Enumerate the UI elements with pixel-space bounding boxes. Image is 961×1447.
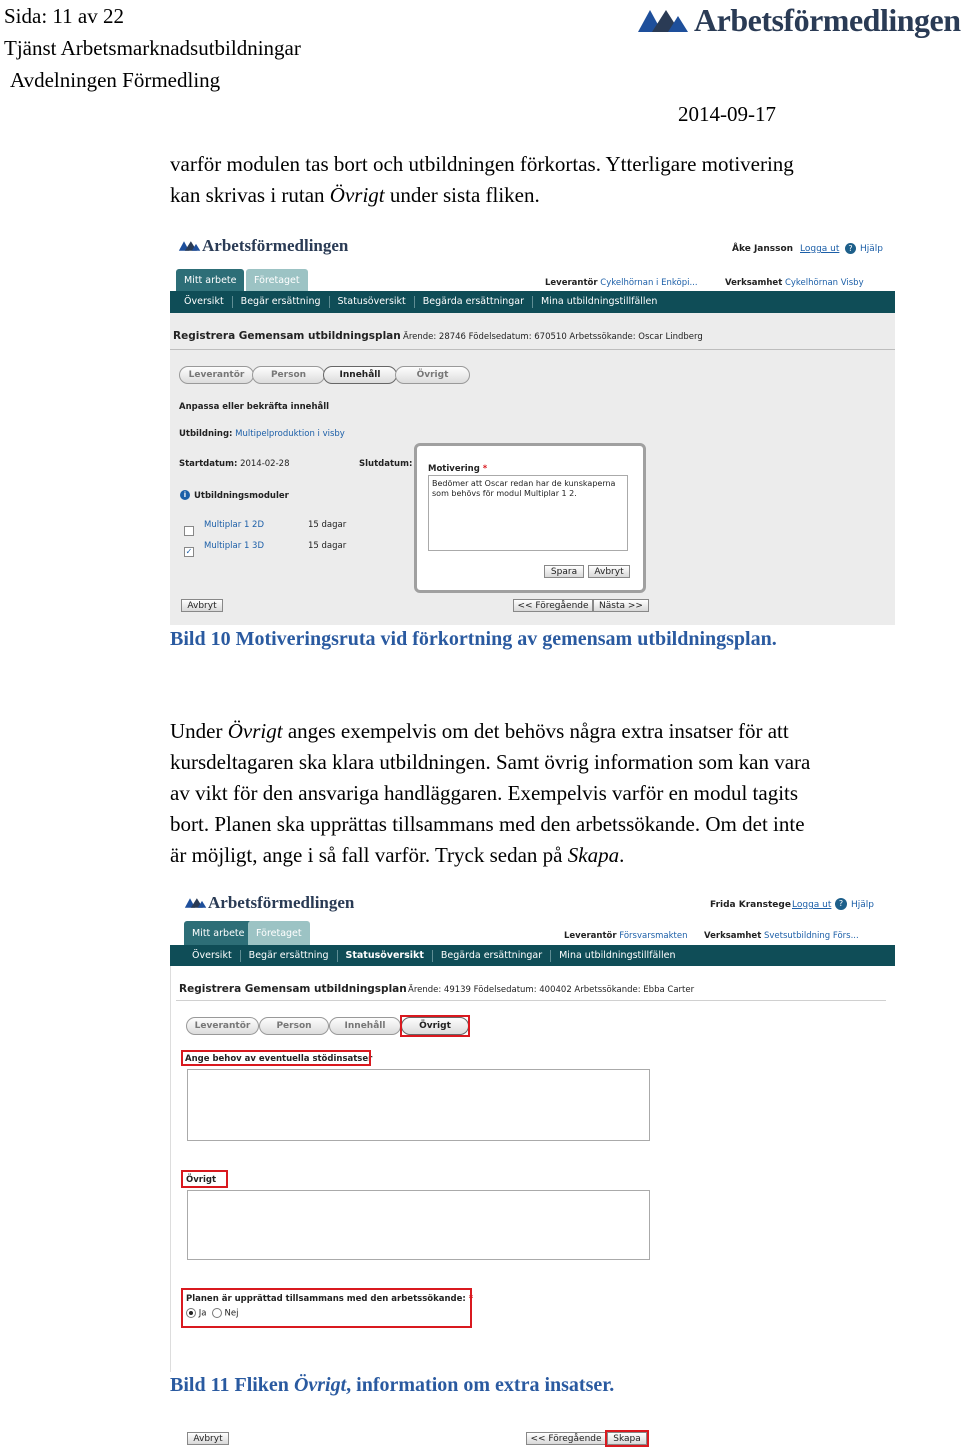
cancel-button[interactable]: Avbryt <box>181 599 223 612</box>
header-date: 2014-09-17 <box>678 102 776 126</box>
other-label: Övrigt <box>186 1175 217 1185</box>
motivation-label: Motivering * <box>428 464 488 474</box>
ovrigt-paragraph <box>170 716 940 871</box>
highlight-create-button <box>605 1430 649 1447</box>
app-header <box>170 230 895 265</box>
app-header <box>170 884 895 920</box>
nav-oversikt[interactable]: Översikt <box>170 950 241 962</box>
main-nav <box>170 291 895 313</box>
step-innehall[interactable]: Innehåll <box>323 366 397 384</box>
nav-begarda-ersattningar[interactable]: Begärda ersättningar <box>415 296 533 308</box>
logo-mark-icon <box>178 239 202 253</box>
section-title: Anpassa eller bekräfta innehåll <box>179 402 330 412</box>
screenshot-motivation-dialog <box>170 230 895 625</box>
caption-figure-10: Bild 10 Motiveringsruta vid förkortning av gemensam utbildningsplan. <box>170 628 777 650</box>
logo-wordmark: Arbetsförmedlingen <box>694 2 961 38</box>
step-leverantor[interactable]: Leverantör <box>179 366 254 384</box>
cancel-button[interactable]: Avbryt <box>187 1432 229 1445</box>
user-name: Frida Kranstege <box>710 900 791 910</box>
create-button[interactable]: Skapa <box>607 1432 647 1445</box>
app-logo: Arbetsförmedlingen <box>184 893 354 913</box>
nav-begar-ersattning[interactable]: Begär ersättning <box>241 950 338 962</box>
header-service: Tjänst Arbetsmarknadsutbildningar <box>4 36 301 60</box>
caption-figure-11: Bild 11 Fliken Övrigt, information om extra insatser. <box>170 1374 615 1396</box>
radio-no[interactable] <box>212 1308 222 1318</box>
arbetsformedlingen-logo <box>636 2 961 39</box>
app-logo: Arbetsförmedlingen <box>178 236 348 256</box>
unit-selector[interactable]: Verksamhet Cykelhörnan Visby <box>725 278 864 288</box>
provider-selector[interactable]: Leverantör Försvarsmakten <box>564 931 688 941</box>
previous-button[interactable]: << Föregående <box>526 1432 606 1445</box>
step-leverantor[interactable]: Leverantör <box>186 1017 259 1035</box>
nav-mina-utbildningstillfallen[interactable]: Mina utbildningstillfällen <box>559 949 676 961</box>
module-days-2: 15 dagar <box>308 541 347 551</box>
help-icon[interactable]: ? <box>835 898 847 910</box>
nav-mina-utbildningstillfallen[interactable]: Mina utbildningstillfällen <box>541 296 658 307</box>
para-line-3: av vikt för den ansvariga handläggaren. Exempelvis varför en modul tagits <box>170 781 799 805</box>
nav-begar-ersattning[interactable]: Begär ersättning <box>233 296 330 308</box>
nav-statusoversikt[interactable]: Statusöversikt <box>338 950 433 962</box>
plan-question: Planen är upprättad tillsammans med den arbetssökande: * <box>186 1294 474 1304</box>
education-row: Utbildning: Multipelproduktion i visby <box>179 429 345 439</box>
next-button[interactable]: Nästa >> <box>593 599 649 612</box>
module-checkbox-2[interactable]: ✓ <box>185 546 193 556</box>
main-nav <box>170 945 895 966</box>
module-name-2[interactable]: Multiplar 1 3D <box>204 541 265 551</box>
help-icon[interactable]: ? <box>845 243 856 254</box>
page-title: Registrera Gemensam utbildningsplan <box>179 983 407 995</box>
tab-mitt-arbete[interactable]: Mitt arbete <box>176 269 244 291</box>
support-label: Ange behov av eventuella stödinsatser <box>185 1054 373 1064</box>
modules-title: Utbildningsmoduler <box>194 491 289 501</box>
highlight-other-label <box>181 1170 228 1188</box>
tab-row <box>170 265 895 291</box>
step-person[interactable]: Person <box>252 366 325 384</box>
tab-foretaget[interactable]: Företaget <box>248 921 310 945</box>
previous-button[interactable]: << Föregående <box>513 599 593 612</box>
user-name: Åke Jansson <box>732 244 794 254</box>
other-textarea[interactable] <box>187 1190 650 1260</box>
tab-mitt-arbete[interactable]: Mitt arbete <box>184 921 252 945</box>
page-number: Sida: 11 av 22 <box>4 4 124 28</box>
intro-line-2: kan skrivas i rutan Övrigt under sista fliken. <box>170 183 540 207</box>
info-icon: i <box>180 490 190 500</box>
logo-mark-icon <box>636 6 692 36</box>
intro-line-1: varför modulen tas bort och utbildningen förkortas. Ytterligare motivering <box>170 152 794 176</box>
para-line-5: är möjligt, ange i så fall varför. Tryck sedan på Skapa. <box>170 843 625 867</box>
divider <box>170 349 895 350</box>
save-button[interactable]: Spara <box>544 565 584 578</box>
module-days-1: 15 dagar <box>308 520 347 530</box>
highlight-ovrigt-tab <box>400 1015 470 1037</box>
help-link[interactable]: Hjälp <box>860 244 883 254</box>
start-date: Startdatum: 2014-02-28 <box>179 459 290 469</box>
module-name-1[interactable]: Multiplar 1 2D <box>204 520 265 530</box>
motivation-dialog <box>414 443 646 593</box>
support-textarea[interactable] <box>187 1069 650 1141</box>
intro-paragraph <box>170 149 930 211</box>
highlight-support-label <box>181 1050 371 1066</box>
logo-mark-icon <box>184 896 208 910</box>
header-department: Avdelningen Förmedling <box>10 68 221 92</box>
radio-yes[interactable] <box>186 1308 196 1318</box>
end-date-label: Slutdatum: <box>359 459 413 469</box>
dialog-cancel-button[interactable]: Avbryt <box>588 565 630 578</box>
nav-statusoversikt[interactable]: Statusöversikt <box>330 296 415 308</box>
nav-begarda-ersattningar[interactable]: Begärda ersättningar <box>433 950 551 962</box>
tab-foretaget[interactable]: Företaget <box>246 269 308 291</box>
case-info: Ärende: 49139 Födelsedatum: 400402 Arbetssökande: Ebba Carter <box>408 985 695 995</box>
para-line-4: bort. Planen ska upprättas tillsammans med den arbetssökande. Om det inte <box>170 812 805 836</box>
motivation-textarea[interactable]: Bedömer att Oscar redan har de kunskaperna som behövs för modul Multiplar 1 2. <box>428 475 628 551</box>
plan-answer: Ja Nej <box>186 1308 238 1319</box>
logout-link[interactable]: Logga ut <box>800 244 840 254</box>
para-line-1: Under Övrigt anges exempelvis om det behövs några extra insatser för att <box>170 719 789 743</box>
provider-selector[interactable]: Leverantör Cykelhörnan i Enköpi... <box>545 278 698 288</box>
step-ovrigt[interactable]: Övrigt <box>401 1017 469 1035</box>
divider <box>176 1000 886 1001</box>
para-line-2: kursdeltagaren ska klara utbildningen. Samt övrig information som kan vara <box>170 750 811 774</box>
help-link[interactable]: Hjälp <box>851 900 874 910</box>
nav-oversikt[interactable]: Översikt <box>170 296 233 308</box>
unit-selector[interactable]: Verksamhet Svetsutbildning Förs... <box>704 931 859 941</box>
page-title: Registrera Gemensam utbildningsplan <box>173 330 401 342</box>
case-info: Ärende: 28746 Födelsedatum: 670510 Arbetssökande: Oscar Lindberg <box>403 332 703 342</box>
step-person[interactable]: Person <box>259 1017 329 1035</box>
tab-row <box>170 920 895 945</box>
logout-link[interactable]: Logga ut <box>792 900 832 910</box>
step-innehall[interactable]: Innehåll <box>329 1017 401 1035</box>
module-checkbox-1[interactable] <box>184 520 194 539</box>
content-area <box>170 313 895 625</box>
step-ovrigt[interactable]: Övrigt <box>395 366 470 384</box>
